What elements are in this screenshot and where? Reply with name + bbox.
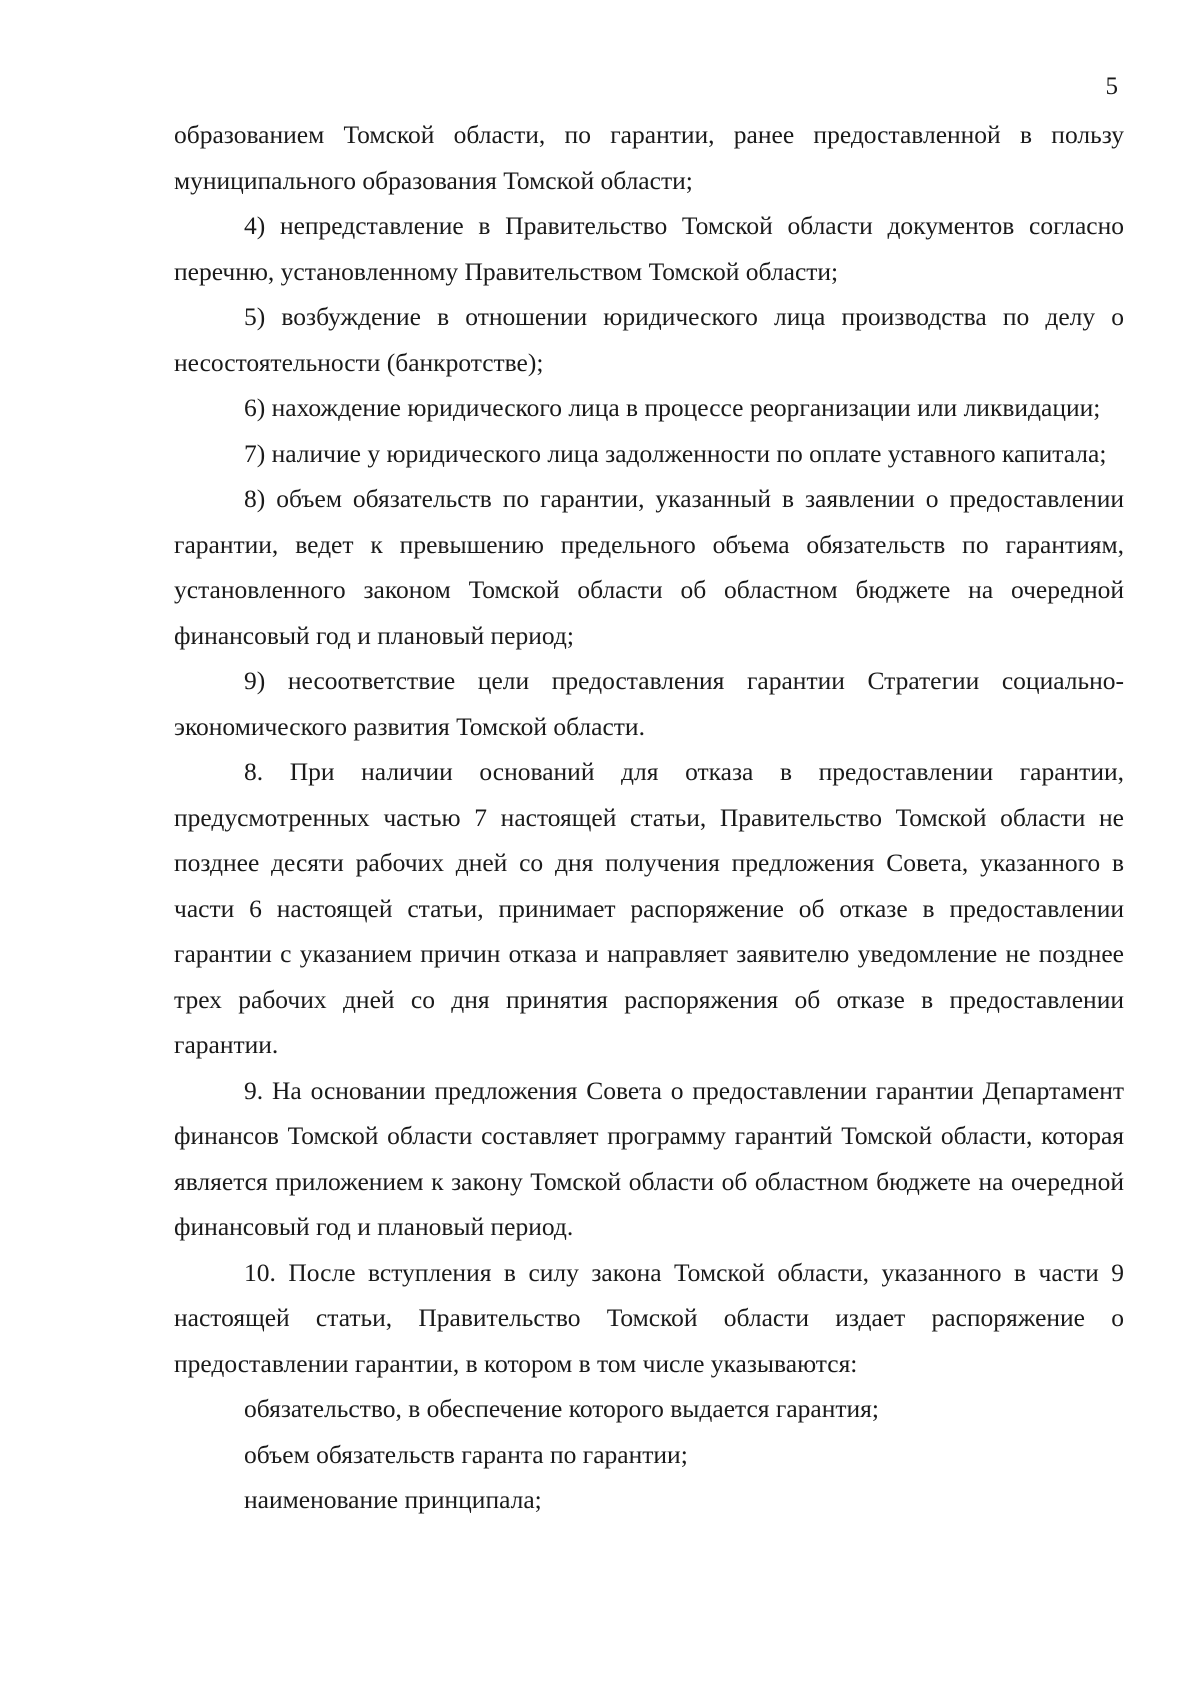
paragraph-item-7: 7) наличие у юридического лица задолженности по оплате уставного капитала; bbox=[244, 438, 1107, 468]
paragraph-item-9: 9) несоответствие цели предоставления гарантии Стратегии социально-экономического развития Томской области. bbox=[174, 666, 1124, 741]
paragraph-item-8: 8) объем обязательств по гарантии, указанный в заявлении о предоставлении гарантии, ведет к превышению предельного объема обязательств по гарантиям, установленного законом Томской области об областном бюджете на очередной финансовый год и плановый период; bbox=[174, 484, 1124, 650]
paragraph-list-volume: объем обязательств гаранта по гарантии; bbox=[244, 1439, 688, 1469]
paragraph-part-9: 9. На основании предложения Совета о предоставлении гарантии Департамент финансов Томской области составляет программу гарантий Томской области, которая является приложением к закону Томской области об областном бюджете на очередной финансовый год и плановый период. bbox=[174, 1075, 1124, 1241]
paragraph-part-8: 8. При наличии оснований для отказа в предоставлении гарантии, предусмотренных частью 7 настоящей статьи, Правительство Томской области не позднее десяти рабочих дней со дня получения предложения Совета, указанного в части 6 настоящей статьи, принимает распоряжение об отказе в предоставлении гарантии с указанием причин отказа и направляет заявителю уведомление не позднее трех рабочих дней со дня принятия распоряжения об отказе в предоставлении гарантии. bbox=[174, 757, 1124, 1059]
paragraph-list-principal: наименование принципала; bbox=[244, 1485, 542, 1514]
document-body bbox=[174, 112, 1124, 1523]
paragraph-item-4: 4) непредставление в Правительство Томской области документов согласно перечню, установленному Правительством Томской области; bbox=[174, 211, 1124, 286]
paragraph-list-obligation: обязательство, в обеспечение которого выдается гарантия; bbox=[244, 1394, 879, 1423]
paragraph-item-5: 5) возбуждение в отношении юридического лица производства по делу о несостоятельности (банкротстве); bbox=[174, 302, 1124, 377]
paragraph-item-6: 6) нахождение юридического лица в процессе реорганизации или ликвидации; bbox=[244, 393, 1101, 422]
page-number: 5 bbox=[1105, 73, 1118, 100]
paragraph-part-10: 10. После вступления в силу закона Томской области, указанного в части 9 настоящей статьи, Правительство Томской области издает распоряжение о предоставлении гарантии, в котором в том числе указываются: bbox=[174, 1257, 1124, 1378]
paragraph-continuation: образованием Томской области, по гарантии, ранее предоставленной в пользу муниципального образования Томской области; bbox=[174, 120, 1124, 195]
